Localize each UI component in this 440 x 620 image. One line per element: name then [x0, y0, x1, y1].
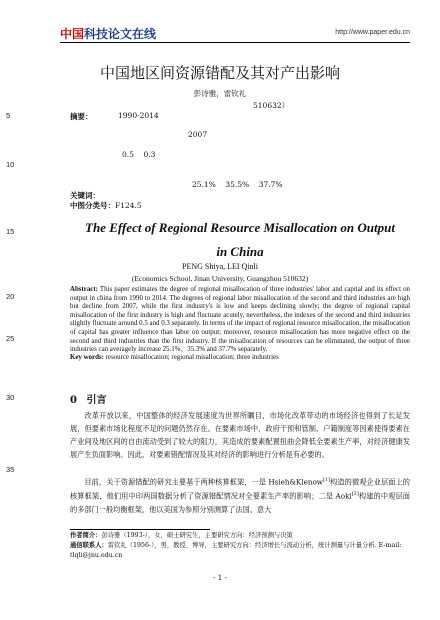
section-number: 0: [70, 395, 77, 406]
cn-abstract-label: 摘要：: [70, 112, 93, 121]
citation-ref[interactable]: [2]: [351, 491, 359, 498]
en-title-line2: in China: [216, 244, 264, 259]
en-keywords-label: Key words:: [70, 354, 104, 361]
section-heading: [70, 391, 106, 406]
footnote-author-label: 作者简介：: [70, 532, 102, 539]
en-title: [70, 216, 410, 264]
page-number: - 1 -: [213, 574, 227, 582]
page-header: [60, 25, 410, 41]
intro-p2-text-c: 构建的中观层面的多部门一般均衡框架，他以美国为参照分别测算了法国、意大: [70, 491, 410, 514]
line-number: 35: [6, 465, 15, 474]
cn-clc-label: 中图分类号：: [70, 201, 115, 210]
cn-abstract-year: 2007: [188, 130, 208, 139]
en-affiliation: (Economics School, Jinan University, Guangzhou 510632): [131, 274, 309, 283]
footnote-contact-label: 通信联系人：: [70, 542, 108, 549]
intro-p2-text-a: 目前，关于资源错配的研究主要基于两种核算框架，一是 Hsieh&Klenow: [84, 477, 323, 487]
site-logo[interactable]: [60, 25, 156, 42]
site-url[interactable]: http://www.paper.edu.cn: [335, 29, 410, 36]
en-title-line1: The Effect of Regional Resource Misallocation on Output: [85, 220, 395, 235]
en-authors: PENG Shiya, LEI Qinli: [182, 262, 258, 271]
header-rule: [60, 42, 410, 43]
cn-abstract-years: 1990-2014: [118, 111, 159, 120]
en-abstract-label: Abstract:: [70, 286, 98, 293]
intro-paragraph-2: [70, 474, 410, 516]
intro-paragraph-1: 改革开放以来，中国整体的经济发展速度为世界所瞩目，市场化改革带动的市场经济也得到了长足发展，但要素市场化程度不足的问题仍然存在。在要素市场中，政府干预和管制、户籍制度等因素使得要素在产业间及地区间的自由流动受到了较大的阻力，其造成的要素配置扭曲会降低全要素生产率，对经济健康发展产生负面影响。因此，对要素错配情况及其对经济的影响进行分析是有必要的。: [70, 411, 410, 459]
footnote-contact-text: 雷钦礼（1956-），男，教授、博导，主要研究方向：经济增长与流动分析，统计测量与计量分析. E-mail: tlqli@jnu.edu.cn: [70, 542, 402, 559]
line-number: 5: [6, 111, 11, 120]
cn-abstract-range: 0.5 0.3: [122, 150, 156, 159]
logo-text-blue: 科技论文在线: [84, 27, 157, 41]
section-title: 引言: [86, 395, 107, 406]
line-number: 30: [6, 393, 15, 402]
line-number: 25: [6, 334, 15, 343]
logo-text-red: 中国: [60, 27, 85, 41]
citation-ref[interactable]: [1]: [322, 477, 331, 483]
footnote-author-text: 彭诗雅（1993-），女，硕士研究生，主要研究方向：经济预测与决策: [101, 532, 293, 539]
cn-keywords-label: 关键词：: [70, 191, 100, 200]
cn-authors: 彭诗雅，雷钦礼: [193, 89, 247, 98]
en-abstract: [70, 286, 410, 355]
footnote-rule: [70, 529, 210, 530]
footnote-contact: [70, 541, 410, 561]
cn-clc: [70, 200, 142, 211]
line-number: 20: [6, 292, 15, 301]
line-number: 10: [6, 160, 15, 169]
en-abstract-text: This paper estimates the degree of regional misallocation of three industries' labor and capital and its effect on output in china from 1990 to 2014. The degrees of regional labor misallocation of the second and third industries are high but decline from 2007, while the first industry's is low and keeps declining slowly; the degree of regional capital misallocation of the first industry is high and fluctuate acutely, nevertheless, the indexes of the second and third industries slightly fluctuate around 0.5 and 0.3 separately. In terms of the impact of regional resource misallocation, the misallocation of capital has greater influence than labor on output; moreover, resource misallocation has more negative effect on the second and third industries than the first industry. If the misallocation of resources can be eliminated, the output of three industries can averagely increase 25.1%、35.3% and 37.7% separately.: [70, 286, 410, 354]
footnote-author: [70, 531, 410, 541]
cn-title: 中国地区间资源错配及其对产出影响: [99, 64, 340, 82]
en-keywords-text: resource misallocation; regional misallocation; three industries: [105, 354, 279, 361]
cn-clc-value: F124.5: [115, 201, 142, 210]
en-keywords: [70, 354, 410, 361]
cn-abstract-percentages: 25.1% 35.5% 37.7%: [192, 180, 283, 189]
intro-p2-text-b: 构造的微观企业层面上的核算框架，他们用中印两国数据分析了资源错配情况对全要素生产率的影响；二是 Aoki: [70, 477, 410, 501]
cn-affiliation-code: 510632）: [253, 101, 290, 110]
line-number: 15: [6, 227, 15, 236]
